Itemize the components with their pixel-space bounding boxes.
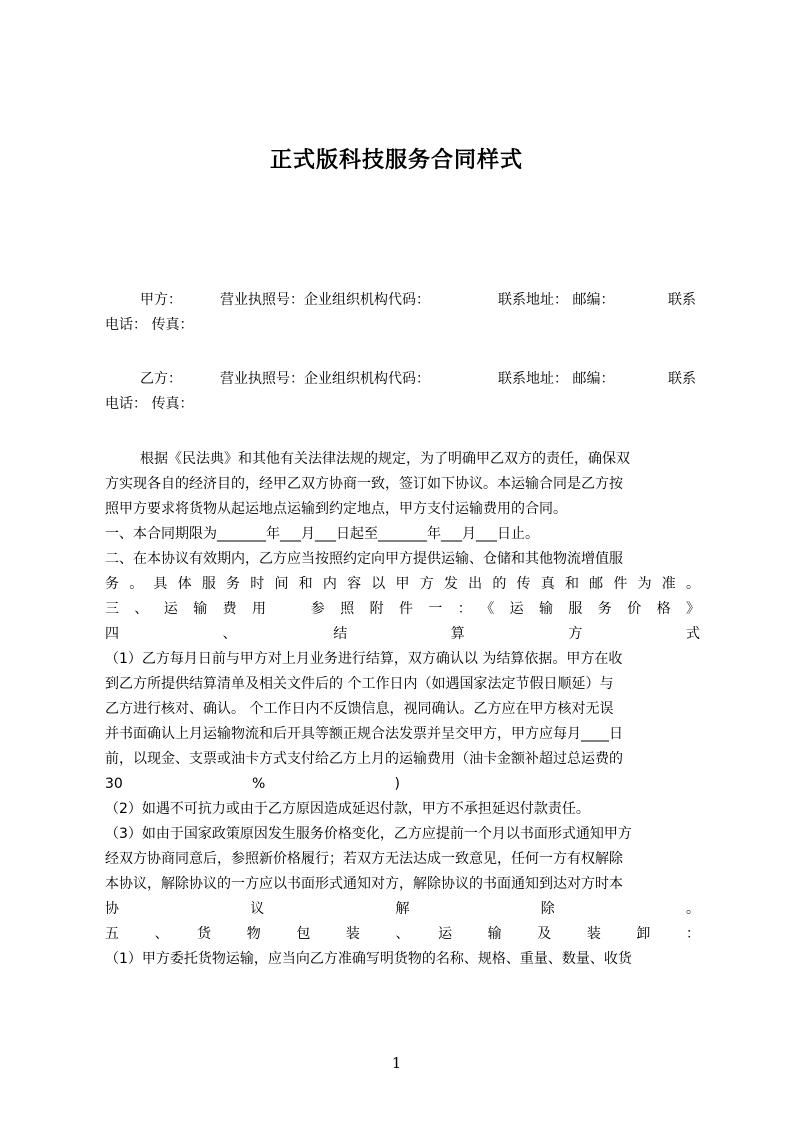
party-a-line-1 [105,288,700,313]
body-line: 经双方协商同意后，参照新价格履行；若双方无法达成一致意见，任何一方有权解除 [105,851,623,867]
party-a-label: 甲方： [140,292,182,308]
clause-4-heading: 四 、 结 算 方 式 [105,626,700,642]
body-line: （1）乙方每月日前与甲方对上月业务进行结算，双方确认以 为结算依据。甲方在收 [105,651,623,667]
party-a-address-zip: 联系地址： 邮编： [498,292,615,308]
party-a-contact: 联系 [668,292,696,308]
party-a-license: 营业执照号：企业组织机构代码： [220,292,430,308]
body-line: （1）甲方委托货物运输，应当向乙方准确写明货物的名称、规格、重量、数量、收货 [105,951,632,967]
clause-5-heading: 五 、 货 物 包 装 、 运 输 及 装 卸 ： [105,926,700,942]
page-number: 1 [391,1054,402,1072]
party-a-line-2: 电话： 传真： [105,317,194,333]
party-b-line-2: 电话： 传真： [105,396,194,412]
party-b-address-zip: 联系地址： 邮编： [498,371,615,387]
body-line: 务。具体服务时间和内容以甲方发出的传真和邮件为准。 [105,576,700,592]
document-body [105,288,700,972]
body-line: 乙方进行核对、确认。 个工作日内不反馈信息，视同确认。乙方应在甲方核对无误 [105,701,614,717]
party-b-label: 乙方： [140,371,182,387]
party-b-line-1 [105,367,700,392]
body-line: 本协议，解除协议的一方应以书面形式通知对方，解除协议的书面通知到达对方时本 [105,876,623,892]
clause-2: 二、在本协议有效期内，乙方应当按照约定向甲方提供运输、仓储和其他物流增值服 [105,551,623,567]
clause-3: 三、运输费用 参照附件一：《运输服务价格》 [105,601,700,617]
document-title: 正式版科技服务合同样式 [269,148,523,173]
body-line: 照甲方要求将货物从起运地点运输到约定地点，甲方支付运输费用的合同。 [105,501,567,517]
spacer [105,338,700,367]
body-line: 根据《民法典》和其他有关法律法规的规定，为了明确甲乙双方的责任，确保双 [140,451,630,467]
body-line: 到乙方所提供结算清单及相关文件后的 个工作日内（如遇国家法定节假日顺延）与 [105,676,614,692]
body-line: 方实现各自的经济目的，经甲乙双方协商一致，签订如下协议。本运输合同是乙方按 [105,476,623,492]
body-line: （3）如由于国家政策原因发生服务价格变化，乙方应提前一个月以书面形式通知甲方 [105,826,632,842]
body-line: 前，以现金、支票或油卡方式支付给乙方上月的运输费用（油卡金额补超过总运费的 [105,751,623,767]
spacer [105,417,700,447]
body-line: 协 议 解 除 。 [105,901,700,917]
clause-1: 一、本合同期限为_______年___月___日起至_______年___月___日止。 [105,526,539,542]
body-line: （2）如遇不可抗力或由于乙方原因造成延迟付款，甲方不承担延迟付款责任。 [105,801,590,817]
body-line: 30 % ) [105,776,400,792]
party-b-contact: 联系 [668,371,696,387]
party-b-license: 营业执照号：企业组织机构代码： [220,371,430,387]
body-line: 并书面确认上月运输物流和后开具等额正规合法发票并呈交甲方，甲方应每月____日 [105,726,623,742]
